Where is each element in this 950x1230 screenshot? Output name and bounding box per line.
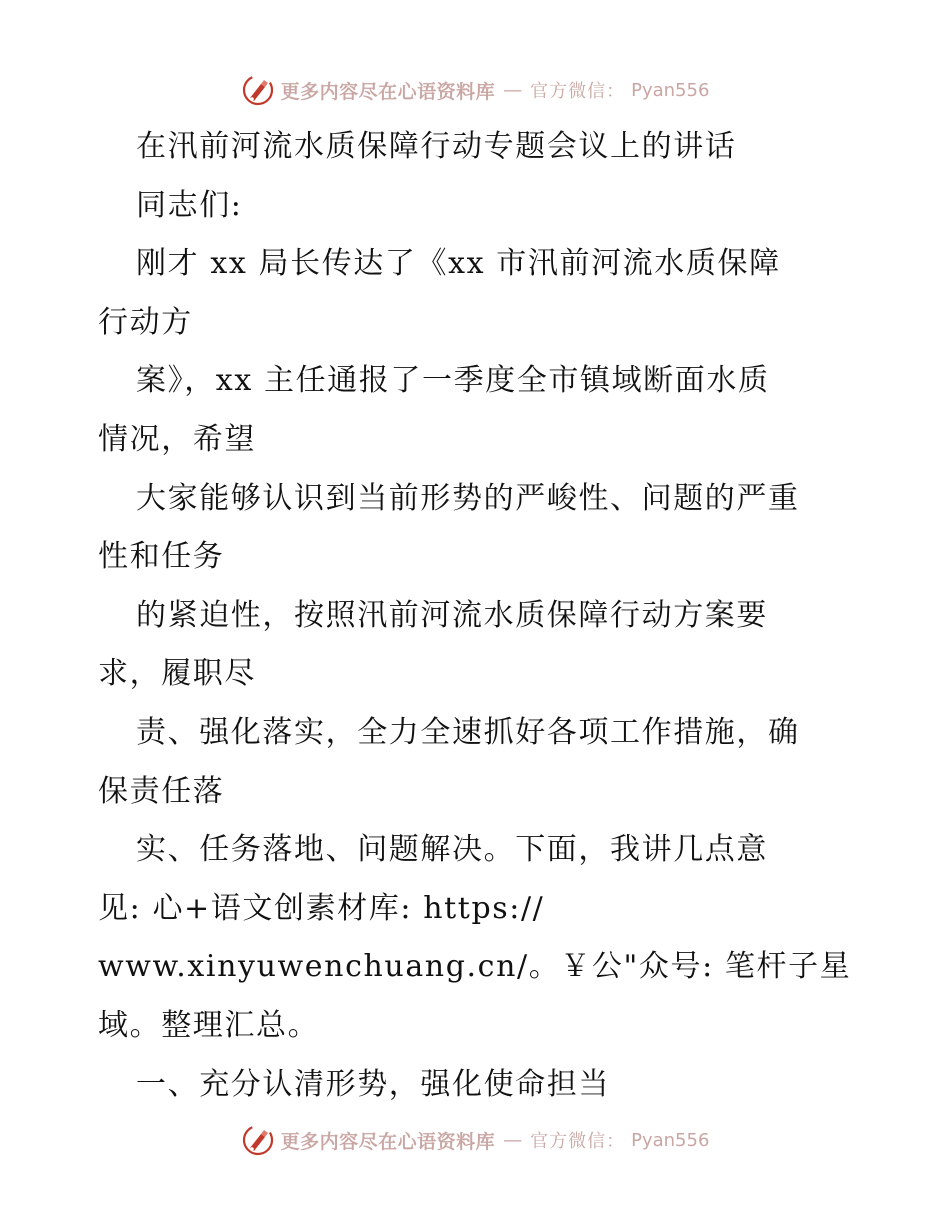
header-watermark-banner [0,70,950,110]
watermark-wechat-label: 官方微信： [530,81,626,102]
greeting-line: 同志们: [136,187,243,223]
pen-logo-icon [241,1123,275,1157]
watermark-text: 更多内容尽在心语资料库 [280,1130,496,1153]
watermark-separator: — [503,79,523,101]
paragraph-line: 域。整理汇总。 [98,1007,320,1043]
paragraph-line: 刚才 xx 局长传达了《xx 市汛前河流水质保障 [136,246,781,282]
section-heading: 一、充分认清形势，强化使命担当 [136,1066,610,1102]
paragraph-line: 的紧迫性，按照汛前河流水质保障行动方案要 [136,597,768,633]
paragraph-line: 责、强化落实，全力全速抓好各项工作措施，确 [136,714,800,750]
paragraph-line: 保责任落 [98,773,225,809]
paragraph-line: 求，履职尽 [98,656,256,692]
watermark-wechat-id: Pyan556 [631,1129,710,1151]
paragraph-line: 情况，希望 [98,421,256,457]
watermark-separator: — [503,1129,523,1151]
document-title: 在汛前河流水质保障行动专题会议上的讲话 [136,129,737,164]
paragraph-line: 实、任务落地、问题解决。下面，我讲几点意 [136,832,768,868]
footer-watermark-banner [0,1120,950,1160]
watermark-text: 更多内容尽在心语资料库 [280,80,496,103]
watermark-wechat-id: Pyan556 [631,79,710,101]
paragraph-line: 案》，xx 主任通报了一季度全市镇域断面水质 [136,363,770,399]
watermark-wechat-label: 官方微信： [530,1131,626,1152]
document-body [98,118,858,1114]
paragraph-line: 性和任务 [98,539,225,575]
paragraph-line: 行动方 [98,304,193,340]
paragraph-line: www.xinyuwenchuang.cn/。￥公"众号: 笔杆子星 [98,949,852,985]
paragraph-line: 大家能够认识到当前形势的严峻性、问题的严重 [136,480,800,516]
paragraph-line: 见: 心+语文创素材库: https:// [98,890,545,926]
pen-logo-icon [241,73,275,107]
